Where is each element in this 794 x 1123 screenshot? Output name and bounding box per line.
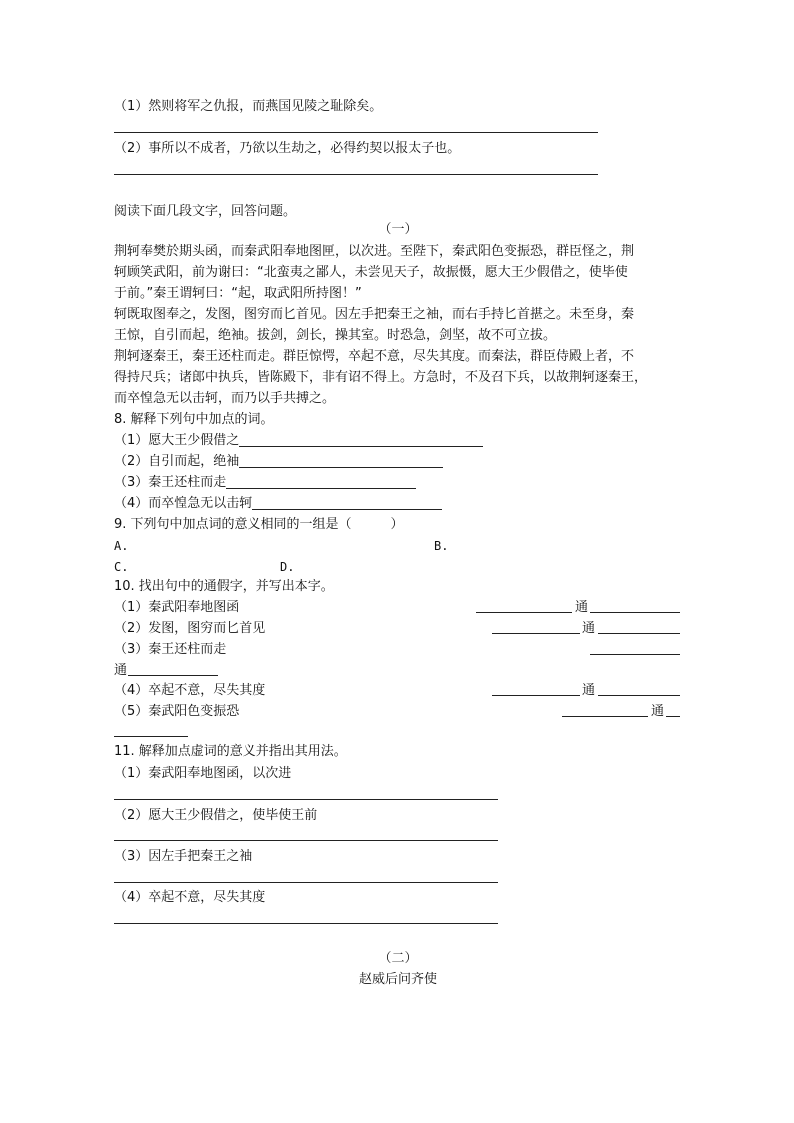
tong-label: 通 xyxy=(582,621,596,636)
q9-stem: 9. 下列句中加点词的意义相同的一组是（ ） xyxy=(114,517,404,532)
q8-item-1: （1）愿大王少假借之 xyxy=(114,431,483,451)
q8-item-3: （3）秦王还柱而走 xyxy=(114,473,416,493)
answer-line[interactable] xyxy=(114,799,498,800)
q11-item-1: （1）秦武阳奉地图函，以次进 xyxy=(114,766,292,781)
q10-item-5: （5）秦武阳色变振恐 xyxy=(114,704,240,719)
q8-stem: 8. 解释下列句中加点的词。 xyxy=(114,412,274,427)
q8-item-2: （2）自引而起，绝袖 xyxy=(114,452,443,472)
q11-item-4: （4）卒起不意，尽失其度 xyxy=(114,890,266,905)
q9-option-b[interactable]: B. xyxy=(434,539,449,553)
answer-blank[interactable] xyxy=(562,702,648,717)
answer-blank[interactable] xyxy=(492,619,580,634)
q11-stem: 11. 解释加点虚词的意义并指出其用法。 xyxy=(114,744,347,759)
passage-line: 轲既取图奉之，发图，图穷而匕首见。因左手把秦王之袖，而右手持匕首揕之。未至身，秦 xyxy=(114,307,635,322)
passage-line: 于前。”秦王谓轲曰：“起，取武阳所持图！” xyxy=(114,286,362,301)
answer-blank[interactable] xyxy=(239,453,443,468)
section-heading-1: （一） xyxy=(378,222,418,237)
q9-option-d[interactable]: D. xyxy=(280,560,295,574)
answer-blank[interactable] xyxy=(590,598,680,613)
passage-line: 荆轲逐秦王，秦王还柱而走。群臣惊愕，卒起不意，尽失其度。而秦法，群臣侍殿上者，不 xyxy=(114,349,635,364)
tong-label: 通 xyxy=(651,704,665,719)
answer-line[interactable] xyxy=(114,923,498,924)
q10-item-3: （3）秦王还柱而走 xyxy=(114,642,227,657)
q11-item-2: （2）愿大王少假借之，使毕使王前 xyxy=(114,808,318,823)
translate-q2: （2）事所以不成者，乃欲以生劫之，必得约契以报太子也。 xyxy=(114,141,461,156)
answer-blank[interactable] xyxy=(476,598,572,613)
answer-blank[interactable] xyxy=(226,474,416,489)
answer-blank[interactable] xyxy=(598,619,680,634)
q10-item-2: （2）发图，图穷而匕首见 xyxy=(114,621,266,636)
answer-blank[interactable] xyxy=(590,640,680,655)
tong-label: 通 xyxy=(114,663,128,678)
answer-blank[interactable] xyxy=(492,681,580,696)
answer-blank[interactable] xyxy=(666,702,680,717)
passage-line: 而卒惶急无以击轲，而乃以手共搏之。 xyxy=(114,391,336,406)
answer-blank[interactable] xyxy=(239,432,483,447)
tong-label: 通 xyxy=(582,683,596,698)
answer-line[interactable] xyxy=(114,840,498,841)
answer-line xyxy=(114,174,598,175)
answer-line xyxy=(114,132,598,133)
passage-line: 王惊，自引而起，绝袖。拔剑，剑长，操其室。时恐急，剑坚，故不可立拔。 xyxy=(114,328,557,343)
tong-label: 通 xyxy=(575,600,589,615)
passage-line: 荆轲奉樊於期头函，而秦武阳奉地图匣，以次进。至陛下，秦武阳色变振恐，群臣怪之，荆 xyxy=(114,244,635,259)
answer-line[interactable] xyxy=(114,882,498,883)
q8-item-4: （4）而卒惶急无以击轲 xyxy=(114,494,442,514)
section-title-2: 赵威后问齐使 xyxy=(358,972,437,987)
answer-blank[interactable] xyxy=(598,681,680,696)
q9-option-c[interactable]: C. xyxy=(114,560,129,574)
q11-item-3: （3）因左手把秦王之袖 xyxy=(114,849,253,864)
answer-blank[interactable] xyxy=(252,495,442,510)
reading-intro: 阅读下面几段文字，回答问题。 xyxy=(114,204,297,219)
translate-q1: （1）然则将军之仇报，而燕国见陵之耻除矣。 xyxy=(114,99,383,114)
passage-line: 轲顾笑武阳，前为谢曰：“北蛮夷之鄙人，未尝见天子，故振慑，愿大王少假借之，使毕使 xyxy=(114,265,628,280)
answer-blank[interactable] xyxy=(128,661,218,676)
q10-item-1: （1）秦武阳奉地图函 xyxy=(114,600,240,615)
section-heading-2: （二） xyxy=(378,951,418,966)
q10-item-4: （4）卒起不意，尽失其度 xyxy=(114,683,266,698)
q9-option-a[interactable]: A. xyxy=(114,539,129,553)
q10-stem: 10. 找出句中的通假字，并写出本字。 xyxy=(114,579,334,594)
passage-line: 得持尺兵；诸郎中执兵，皆陈殿下，非有诏不得上。方急时，不及召下兵，以故荆轲逐秦王， xyxy=(114,370,648,385)
answer-blank[interactable] xyxy=(114,722,188,737)
